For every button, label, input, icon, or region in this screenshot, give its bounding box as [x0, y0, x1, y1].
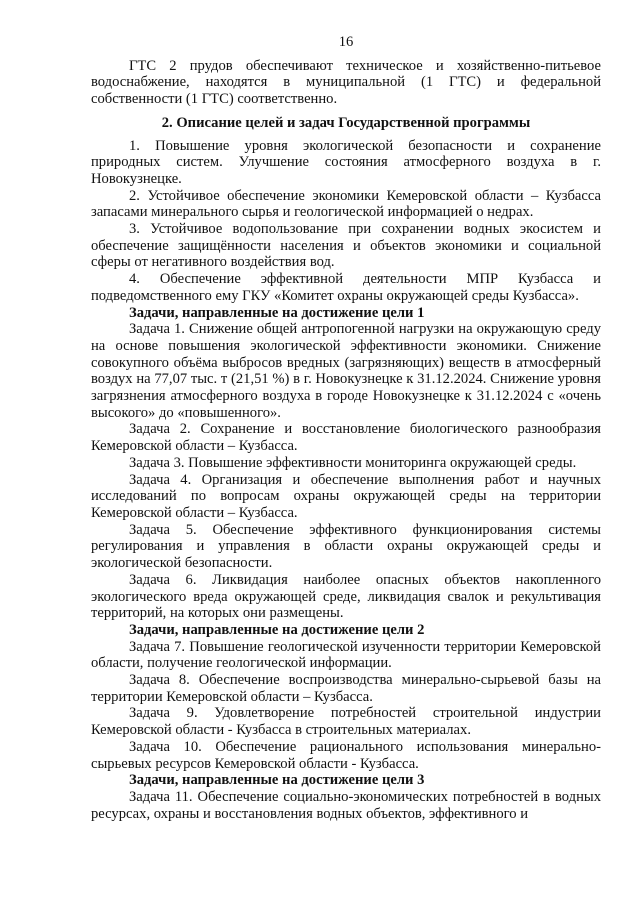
section-title: 2. Описание целей и задач Государственной программы	[161, 114, 531, 131]
tasks-goal-1-heading: Задачи, направленные на достижение цели 1	[129, 304, 425, 321]
tasks-goal-3-heading: Задачи, направленные на достижение цели 3	[129, 772, 425, 789]
task-10: Задача 10. Обеспечение рационального использования минерально-сырьевых ресурсов Кемеровской области - Кузбасса.	[91, 738, 601, 772]
task-7: Задача 7. Повышение геологической изученности территории Кемеровской области, получение геологической информации.	[91, 638, 601, 672]
page-number: 16	[338, 34, 354, 50]
tasks-goal-2-heading: Задачи, направленные на достижение цели 2	[129, 621, 425, 638]
goal-1: 1. Повышение уровня экологической безопасности и сохранение природных систем. Улучшение состояния атмосферного воздуха в г. Новокузнецке.	[91, 137, 601, 187]
goal-3: 3. Устойчивое водопользование при сохранении водных экосистем и обеспечение защищённости населения и объектов экономики и социальной сферы от негативного воздействия вод.	[91, 221, 601, 271]
task-8: Задача 8. Обеспечение воспроизводства минерально-сырьевой базы на территории Кемеровской области – Кузбасса.	[91, 672, 601, 705]
goal-4: 4. Обеспечение эффективной деятельности МПР Кузбасса и подведомственного ему ГКУ «Комитет охраны окружающей среды Кузбасса».	[91, 271, 601, 304]
task-3: Задача 3. Повышение эффективности мониторинга окружающей среды.	[129, 454, 577, 471]
task-9: Задача 9. Удовлетворение потребностей строительной индустрии Кемеровской области - Кузбасса в строительных материалах.	[91, 705, 601, 739]
task-1: Задача 1. Снижение общей антропогенной нагрузки на окружающую среду на основе повышения экологической эффективности экономики. Снижение совокупного объёма выбросов вредных (загрязняющих) веществ в атмосферный воздух на 77,07 тыс. т (21,51 %) в г. Новокузнецке к 31.12.2024. Снижение уровня загрязнения атмосферного воздуха в городе Новокузнецке к 31.12.2024 с «очень высокого» до «повышенного».	[91, 321, 601, 421]
goal-2: 2. Устойчивое обеспечение экономики Кемеровской области – Кузбасса запасами минерального сырья и геологической информацией о недрах.	[91, 187, 601, 221]
task-4: Задача 4. Организация и обеспечение выполнения работ и научных исследований по вопросам охраны окружающей среды на территории Кемеровской области – Кузбасса.	[91, 471, 601, 521]
task-11: Задача 11. Обеспечение социально-экономических потребностей в водных ресурсах, охраны и восстановления водных объектов, эффективного и	[91, 788, 601, 822]
task-5: Задача 5. Обеспечение эффективного функционирования системы регулирования и управления в области охраны окружающей среды и экологической безопасности.	[91, 521, 601, 572]
task-6: Задача 6. Ликвидация наиболее опасных объектов накопленного экологического вреда окружающей среде, ликвидация свалок и рекультивация территорий, на которых они размещены.	[91, 571, 601, 622]
intro-paragraph: ГТС 2 прудов обеспечивают техническое и хозяйственно-питьевое водоснабжение, находятся в муниципальной (1 ГТС) и федеральной собственности (1 ГТС) соответственно.	[91, 57, 601, 108]
task-2: Задача 2. Сохранение и восстановление биологического разнообразия Кемеровской области – Кузбасса.	[91, 421, 601, 455]
